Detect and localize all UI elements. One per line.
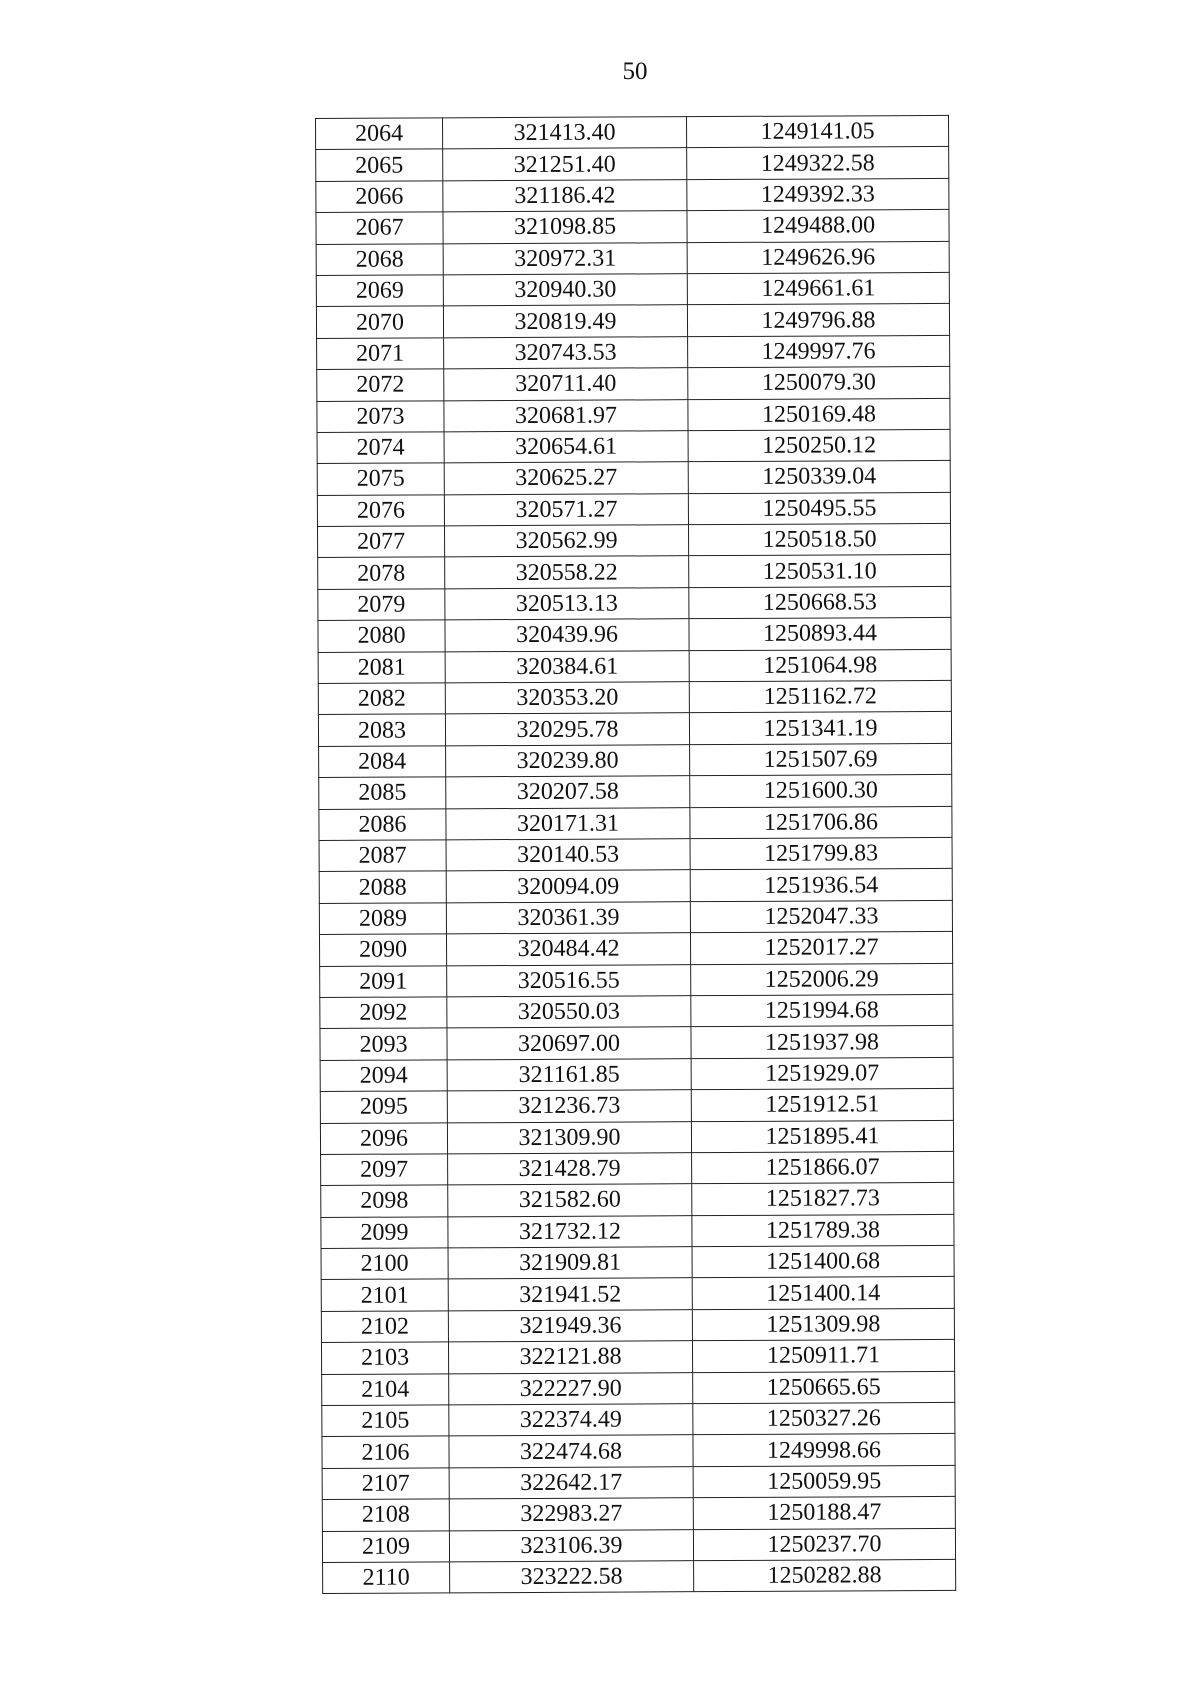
x-coordinate-cell: 320484.42: [446, 933, 690, 966]
table-row: [322, 1528, 955, 1562]
x-coordinate-cell: 321428.79: [448, 1153, 692, 1186]
x-coordinate-cell: 322642.17: [449, 1466, 693, 1499]
point-number-cell: 2100: [321, 1248, 448, 1280]
table-row: [322, 1465, 955, 1499]
x-coordinate-cell: 320819.49: [443, 305, 687, 338]
x-coordinate-cell: 320439.96: [445, 619, 689, 652]
y-coordinate-cell: 1250327.26: [693, 1402, 955, 1435]
y-coordinate-cell: 1251400.68: [692, 1245, 954, 1278]
point-number-cell: 2075: [317, 463, 444, 495]
x-coordinate-cell: 320295.78: [445, 713, 689, 746]
point-number-cell: 2070: [316, 306, 443, 338]
point-number-cell: 2081: [318, 652, 445, 684]
y-coordinate-cell: 1250518.50: [688, 523, 950, 556]
point-number-cell: 2074: [317, 432, 444, 464]
y-coordinate-cell: 1250169.48: [688, 398, 950, 431]
point-number-cell: 2071: [317, 338, 444, 370]
point-number-cell: 2067: [316, 212, 443, 244]
table-row: [316, 115, 949, 149]
y-coordinate-cell: 1251937.98: [691, 1026, 953, 1059]
x-coordinate-cell: 321186.42: [443, 179, 687, 212]
y-coordinate-cell: 1252047.33: [690, 900, 952, 933]
x-coordinate-cell: 320697.00: [447, 1027, 691, 1060]
x-coordinate-cell: 320550.03: [447, 996, 691, 1029]
table-row: [320, 994, 953, 1028]
y-coordinate-cell: 1249998.66: [693, 1434, 955, 1467]
point-number-cell: 2072: [317, 369, 444, 401]
x-coordinate-cell: 320140.53: [446, 839, 690, 872]
y-coordinate-cell: 1251341.19: [689, 712, 951, 745]
x-coordinate-cell: 320711.40: [444, 368, 688, 401]
point-number-cell: 2086: [319, 808, 446, 840]
point-number-cell: 2076: [317, 495, 444, 527]
x-coordinate-cell: 320353.20: [445, 682, 689, 715]
table-row: [319, 743, 952, 777]
point-number-cell: 2108: [322, 1499, 449, 1531]
x-coordinate-cell: 322983.27: [449, 1498, 693, 1531]
y-coordinate-cell: 1251400.14: [692, 1277, 954, 1310]
table-row: [320, 1120, 953, 1154]
y-coordinate-cell: 1249141.05: [686, 115, 948, 148]
point-number-cell: 2107: [322, 1468, 449, 1500]
x-coordinate-cell: 320681.97: [444, 399, 688, 432]
point-number-cell: 2090: [319, 934, 446, 966]
y-coordinate-cell: 1250059.95: [693, 1465, 955, 1498]
table-row: [321, 1277, 954, 1311]
point-number-cell: 2087: [319, 840, 446, 872]
table-row: [322, 1402, 955, 1436]
point-number-cell: 2088: [319, 871, 446, 903]
point-number-cell: 2078: [318, 557, 445, 589]
x-coordinate-cell: 321236.73: [447, 1090, 691, 1123]
page-number: 50: [622, 58, 648, 85]
table-row: [319, 837, 952, 871]
y-coordinate-cell: 1249661.61: [687, 272, 949, 305]
y-coordinate-cell: 1250188.47: [693, 1497, 955, 1530]
table-row: [322, 1497, 955, 1531]
table-row: [319, 806, 952, 840]
point-number-cell: 2092: [320, 997, 447, 1029]
point-number-cell: 2109: [322, 1530, 449, 1562]
x-coordinate-cell: 320972.31: [443, 242, 687, 275]
x-coordinate-cell: 320171.31: [446, 807, 690, 840]
y-coordinate-cell: 1249997.76: [688, 335, 950, 368]
table-row: [317, 492, 950, 526]
y-coordinate-cell: 1251162.72: [689, 680, 951, 713]
table-row: [317, 335, 950, 369]
point-number-cell: 2098: [321, 1185, 448, 1217]
y-coordinate-cell: 1251994.68: [691, 994, 953, 1027]
point-number-cell: 2077: [317, 526, 444, 558]
table-row: [322, 1434, 955, 1468]
y-coordinate-cell: 1250282.88: [694, 1559, 956, 1592]
point-number-cell: 2066: [316, 181, 443, 213]
point-number-cell: 2065: [316, 149, 443, 181]
x-coordinate-cell: 320571.27: [444, 493, 688, 526]
point-number-cell: 2105: [322, 1405, 449, 1437]
x-coordinate-cell: 320940.30: [443, 274, 687, 307]
table-row: [316, 304, 949, 338]
x-coordinate-cell: 321949.36: [448, 1310, 692, 1343]
y-coordinate-cell: 1251309.98: [692, 1308, 954, 1341]
y-coordinate-cell: 1249488.00: [687, 210, 949, 243]
point-number-cell: 2064: [316, 118, 443, 150]
table-row: [321, 1245, 954, 1279]
point-number-cell: 2083: [318, 714, 445, 746]
point-number-cell: 2091: [320, 965, 447, 997]
point-number-cell: 2084: [319, 746, 446, 778]
table-row: [320, 963, 953, 997]
y-coordinate-cell: 1250911.71: [692, 1340, 954, 1373]
table-row: [318, 712, 951, 746]
point-number-cell: 2102: [321, 1311, 448, 1343]
y-coordinate-cell: 1251706.86: [690, 806, 952, 839]
table-row: [321, 1340, 954, 1374]
point-number-cell: 2093: [320, 1028, 447, 1060]
y-coordinate-cell: 1250495.55: [688, 492, 950, 525]
point-number-cell: 2082: [318, 683, 445, 715]
y-coordinate-cell: 1250237.70: [693, 1528, 955, 1561]
y-coordinate-cell: 1250250.12: [688, 429, 950, 462]
point-number-cell: 2068: [316, 243, 443, 275]
table-row: [323, 1559, 956, 1593]
point-number-cell: 2099: [321, 1217, 448, 1249]
x-coordinate-cell: 320513.13: [445, 588, 689, 621]
table-row: [316, 241, 949, 275]
y-coordinate-cell: 1251827.73: [692, 1183, 954, 1216]
x-coordinate-cell: 320562.99: [444, 525, 688, 558]
y-coordinate-cell: 1249796.88: [687, 304, 949, 337]
y-coordinate-cell: 1251064.98: [689, 649, 951, 682]
y-coordinate-cell: 1250665.65: [693, 1371, 955, 1404]
point-number-cell: 2079: [318, 589, 445, 621]
y-coordinate-cell: 1250668.53: [689, 586, 951, 619]
x-coordinate-cell: 320516.55: [447, 964, 691, 997]
x-coordinate-cell: 321309.90: [447, 1121, 691, 1154]
y-coordinate-cell: 1251866.07: [692, 1151, 954, 1184]
y-coordinate-cell: 1252006.29: [691, 963, 953, 996]
point-number-cell: 2069: [316, 275, 443, 307]
table-row: [318, 586, 951, 620]
x-coordinate-cell: 321732.12: [448, 1215, 692, 1248]
y-coordinate-cell: 1250531.10: [689, 555, 951, 588]
table-row: [317, 523, 950, 557]
table-row: [321, 1214, 954, 1248]
table-row: [318, 680, 951, 714]
point-number-cell: 2089: [319, 903, 446, 935]
y-coordinate-cell: 1252017.27: [690, 932, 952, 965]
table-row: [317, 367, 950, 401]
x-coordinate-cell: 321098.85: [443, 211, 687, 244]
x-coordinate-cell: 322474.68: [449, 1435, 693, 1468]
y-coordinate-cell: 1251799.83: [690, 837, 952, 870]
x-coordinate-cell: 320207.58: [446, 776, 690, 809]
y-coordinate-cell: 1251789.38: [692, 1214, 954, 1247]
table-row: [317, 398, 950, 432]
y-coordinate-cell: 1251895.41: [691, 1120, 953, 1153]
table-row: [319, 932, 952, 966]
table-row: [319, 900, 952, 934]
table-row: [319, 869, 952, 903]
point-number-cell: 2080: [318, 620, 445, 652]
table-row: [320, 1026, 953, 1060]
x-coordinate-cell: 320384.61: [445, 650, 689, 683]
y-coordinate-cell: 1249322.58: [687, 147, 949, 180]
table-row: [318, 618, 951, 652]
x-coordinate-cell: 320094.09: [446, 870, 690, 903]
table-row: [317, 429, 950, 463]
table-row: [316, 272, 949, 306]
table-row: [322, 1371, 955, 1405]
table-row: [317, 461, 950, 495]
point-number-cell: 2101: [321, 1279, 448, 1311]
point-number-cell: 2073: [317, 400, 444, 432]
table-row: [320, 1057, 953, 1091]
x-coordinate-cell: 321582.60: [448, 1184, 692, 1217]
x-coordinate-cell: 321161.85: [447, 1058, 691, 1091]
x-coordinate-cell: 320361.39: [446, 901, 690, 934]
table-row: [318, 649, 951, 683]
x-coordinate-cell: 321941.52: [448, 1278, 692, 1311]
table-row: [318, 555, 951, 589]
point-number-cell: 2110: [323, 1562, 450, 1594]
x-coordinate-cell: 322227.90: [449, 1372, 693, 1405]
table-row: [321, 1183, 954, 1217]
point-number-cell: 2096: [320, 1122, 447, 1154]
y-coordinate-cell: 1250339.04: [688, 461, 950, 494]
point-number-cell: 2095: [320, 1091, 447, 1123]
x-coordinate-cell: 321413.40: [443, 117, 687, 150]
y-coordinate-cell: 1251936.54: [690, 869, 952, 902]
x-coordinate-cell: 320558.22: [445, 556, 689, 589]
coordinates-table: [315, 115, 956, 1594]
x-coordinate-cell: 322374.49: [449, 1404, 693, 1437]
point-number-cell: 2104: [322, 1373, 449, 1405]
table-row: [316, 178, 949, 212]
point-number-cell: 2103: [321, 1342, 448, 1374]
x-coordinate-cell: 320625.27: [444, 462, 688, 495]
table-row: [321, 1151, 954, 1185]
y-coordinate-cell: 1249626.96: [687, 241, 949, 274]
table-row: [321, 1308, 954, 1342]
x-coordinate-cell: 322121.88: [448, 1341, 692, 1374]
point-number-cell: 2097: [321, 1154, 448, 1186]
point-number-cell: 2106: [322, 1436, 449, 1468]
coordinates-table-body: [316, 115, 956, 1593]
x-coordinate-cell: 320239.80: [446, 744, 690, 777]
x-coordinate-cell: 323222.58: [450, 1561, 694, 1594]
table-row: [316, 147, 949, 181]
table-row: [319, 775, 952, 809]
x-coordinate-cell: 323106.39: [449, 1529, 693, 1562]
x-coordinate-cell: 321909.81: [448, 1247, 692, 1280]
point-number-cell: 2094: [320, 1060, 447, 1092]
x-coordinate-cell: 321251.40: [443, 148, 687, 181]
table-row: [320, 1089, 953, 1123]
table-row: [316, 210, 949, 244]
y-coordinate-cell: 1251507.69: [690, 743, 952, 776]
x-coordinate-cell: 320654.61: [444, 431, 688, 464]
y-coordinate-cell: 1250893.44: [689, 618, 951, 651]
y-coordinate-cell: 1251912.51: [691, 1089, 953, 1122]
y-coordinate-cell: 1249392.33: [687, 178, 949, 211]
point-number-cell: 2085: [319, 777, 446, 809]
y-coordinate-cell: 1251929.07: [691, 1057, 953, 1090]
y-coordinate-cell: 1251600.30: [690, 775, 952, 808]
x-coordinate-cell: 320743.53: [444, 336, 688, 369]
y-coordinate-cell: 1250079.30: [688, 367, 950, 400]
